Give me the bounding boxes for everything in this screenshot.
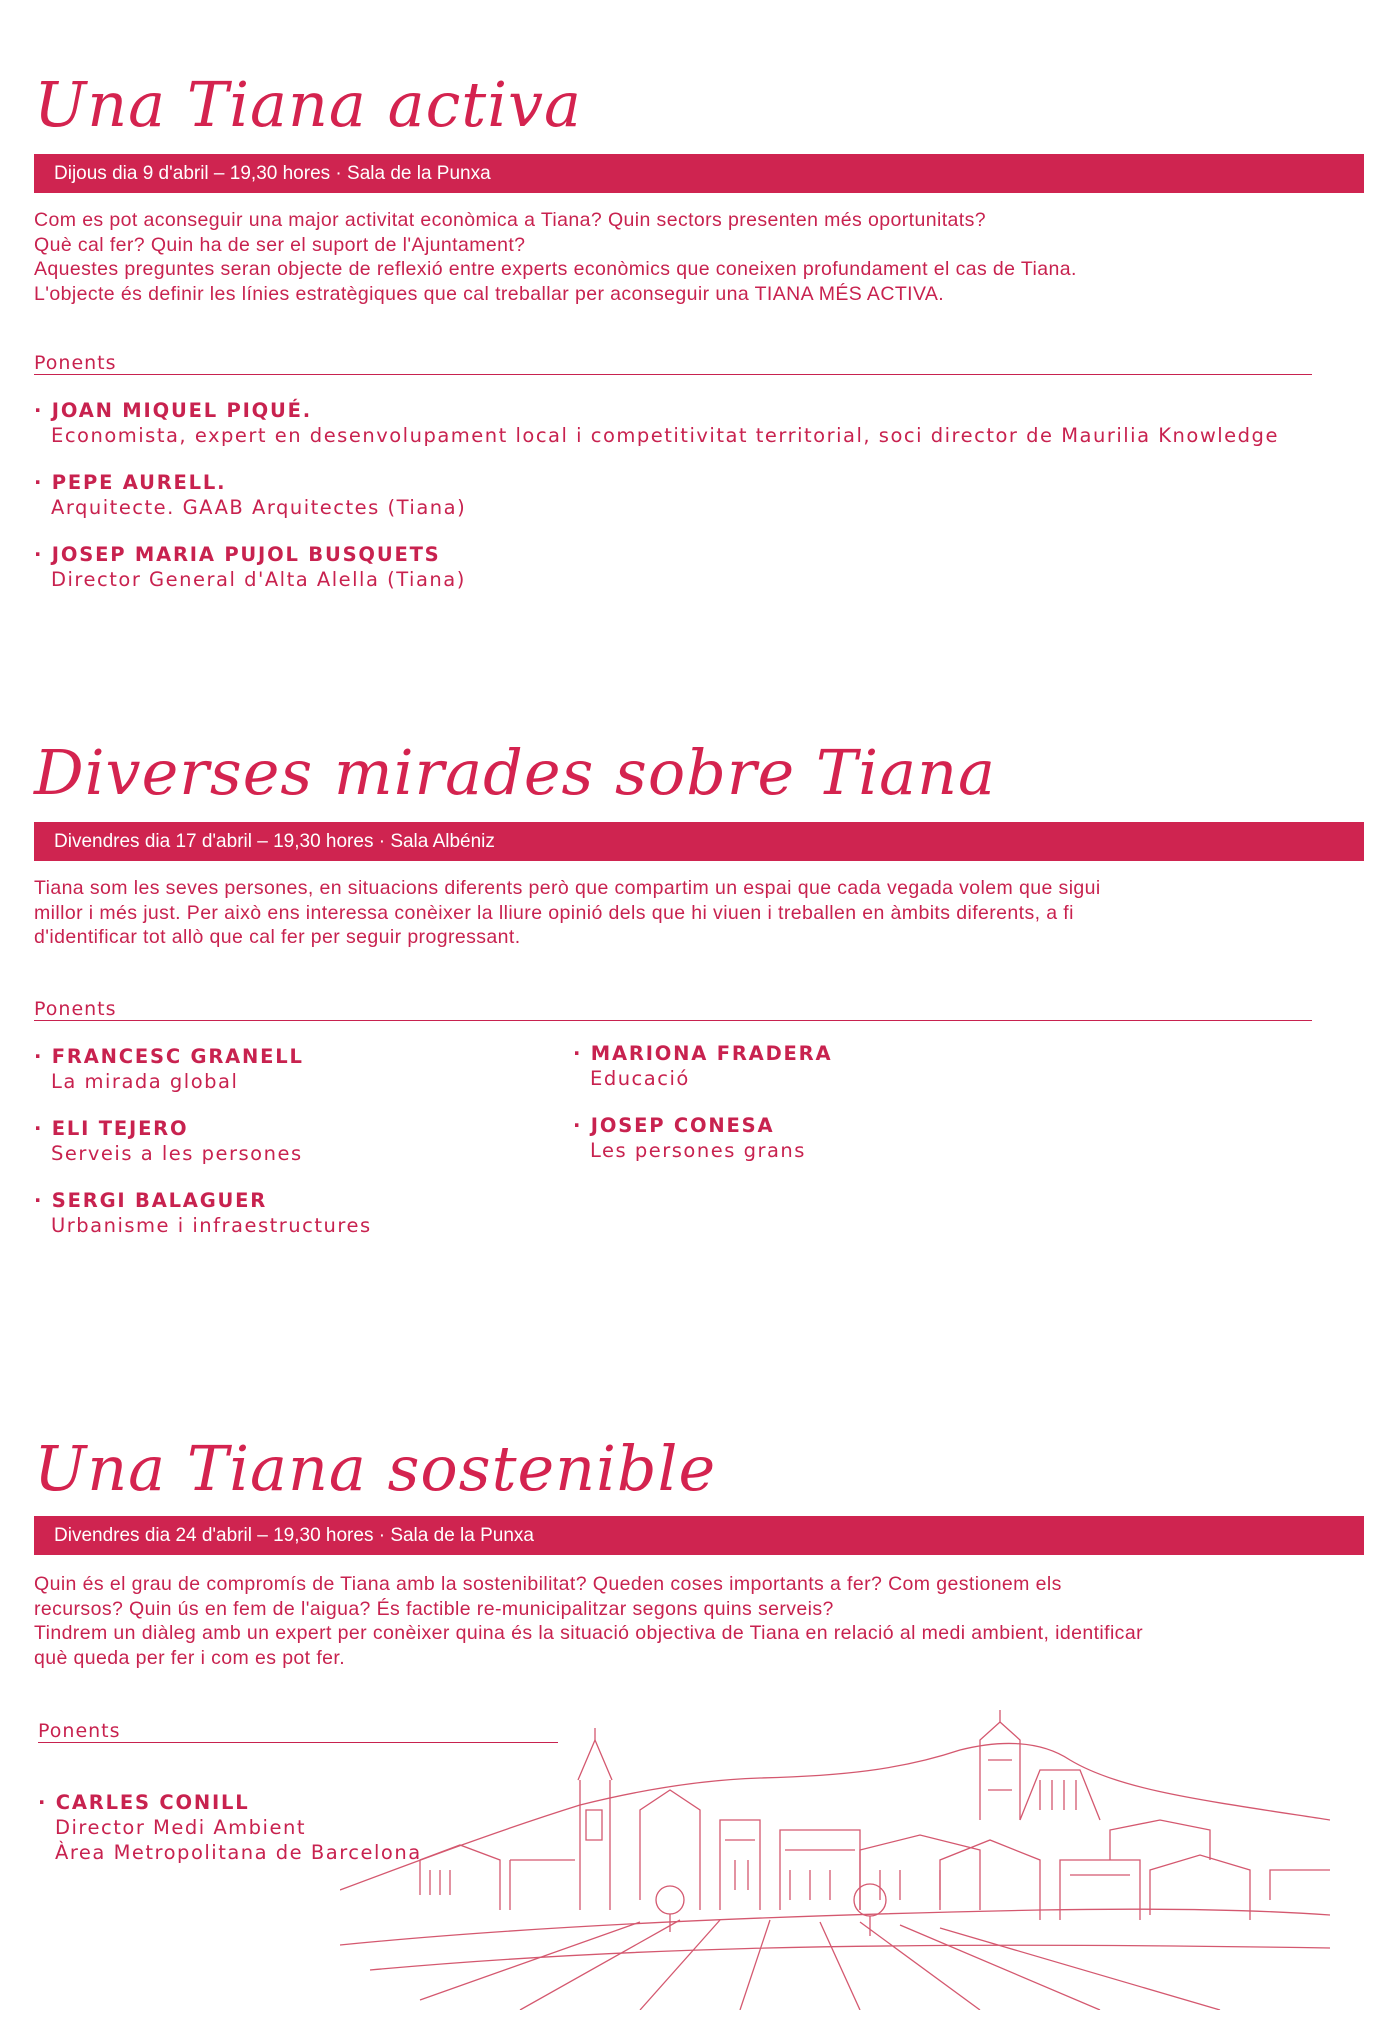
speaker-role: Arquitecte. GAAB Arquitectes (Tiana): [51, 496, 467, 519]
intro-line: Quin és el grau de compromís de Tiana amb la sostenibilitat? Queden coses importants a fer? Com gestionem els: [34, 1573, 1062, 1595]
speaker-name: · MARIONA FRADERA: [573, 1041, 832, 1066]
speaker: [34, 1044, 304, 1094]
intro-line: Tiana som les seves persones, en situacions diferents però que compartim un espai que cada vegada volem que sigui: [34, 877, 1101, 899]
event-date-band: Divendres dia 24 d'abril – 19,30 hores · Sala de la Punxa: [34, 1516, 1364, 1555]
speaker-name: · JOSEP CONESA: [573, 1113, 806, 1138]
section-intro: [34, 876, 1364, 950]
section-title: Diverses mirades sobre Tiana: [34, 736, 996, 809]
intro-line: recursos? Quin ús en fem de l'aigua? És factible re-municipalitzar segons quins serveis?: [34, 1597, 834, 1620]
speaker-role: Director Medi Ambient: [55, 1816, 306, 1839]
speaker-name: · SERGI BALAGUER: [34, 1188, 372, 1213]
intro-line: L'objecte és definir les línies estratègiques que cal treballar per aconseguir una TIANA MÉS ACTIVA.: [34, 282, 945, 305]
speaker-role: Director General d'Alta Alella (Tiana): [51, 568, 466, 591]
speaker-role: Economista, expert en desenvolupament local i competitivitat territorial, soci director de Maurilia Knowledge: [51, 424, 1279, 447]
divider: [34, 374, 1312, 375]
intro-line: Com es pot aconseguir una major activitat econòmica a Tiana? Quin sectors presenten més oportunitats?: [34, 209, 986, 231]
intro-line: Què cal fer? Quin ha de ser el suport de l'Ajuntament?: [34, 233, 526, 256]
divider: [34, 1020, 1312, 1021]
speaker: [34, 398, 1279, 448]
speaker-role: Serveis a les persones: [51, 1142, 303, 1165]
section-intro: [34, 1572, 1364, 1670]
intro-line: què queda per fer i com es pot fer.: [34, 1646, 346, 1669]
speaker-name: · JOSEP MARIA PUJOL BUSQUETS: [34, 542, 466, 567]
ponents-label: Ponents: [38, 1720, 121, 1742]
speaker: [34, 542, 466, 592]
intro-line: d'identificar tot allò que cal fer per seguir progressant.: [34, 926, 521, 948]
speaker: [573, 1113, 806, 1163]
section-intro: [34, 208, 1364, 306]
speaker: [34, 1116, 303, 1166]
speaker-role: Urbanisme i infraestructures: [51, 1214, 372, 1237]
speaker-role: La mirada global: [51, 1070, 239, 1093]
intro-line: Aquestes preguntes seran objecte de reflexió entre experts econòmics que coneixen profundament el cas de Tiana.: [34, 258, 1077, 280]
speaker-name: · JOAN MIQUEL PIQUÉ.: [34, 398, 1279, 423]
speaker-name: · FRANCESC GRANELL: [34, 1044, 304, 1069]
speaker-name: · CARLES CONILL: [38, 1790, 422, 1815]
speaker-role-line2: Àrea Metropolitana de Barcelona: [55, 1841, 422, 1864]
event-date-band: Dijous dia 9 d'abril – 19,30 hores · Sala de la Punxa: [34, 154, 1364, 193]
speaker: [34, 470, 466, 520]
speaker: [573, 1041, 832, 1091]
speaker-name: · ELI TEJERO: [34, 1116, 303, 1141]
speaker-role: Educació: [590, 1067, 690, 1090]
ponents-label: Ponents: [34, 352, 117, 374]
section-title: Una Tiana sostenible: [34, 1432, 717, 1505]
event-date-band: Divendres dia 17 d'abril – 19,30 hores · Sala Albéniz: [34, 822, 1364, 861]
speaker-role: Les persones grans: [590, 1139, 806, 1162]
intro-line: Tindrem un diàleg amb un expert per conèixer quina és la situació objectiva de Tiana en relació al medi ambient, identificar: [34, 1622, 1143, 1644]
section-title: Una Tiana activa: [34, 68, 583, 141]
speaker-name: · PEPE AURELL.: [34, 470, 466, 495]
intro-line: millor i més just. Per això ens interessa conèixer la lliure opinió dels que hi viuen i treballen en àmbits diferents, a fi: [34, 901, 1074, 924]
ponents-label: Ponents: [34, 998, 117, 1020]
speaker: [34, 1188, 372, 1238]
village-sketch-illustration: [340, 1710, 1330, 2010]
